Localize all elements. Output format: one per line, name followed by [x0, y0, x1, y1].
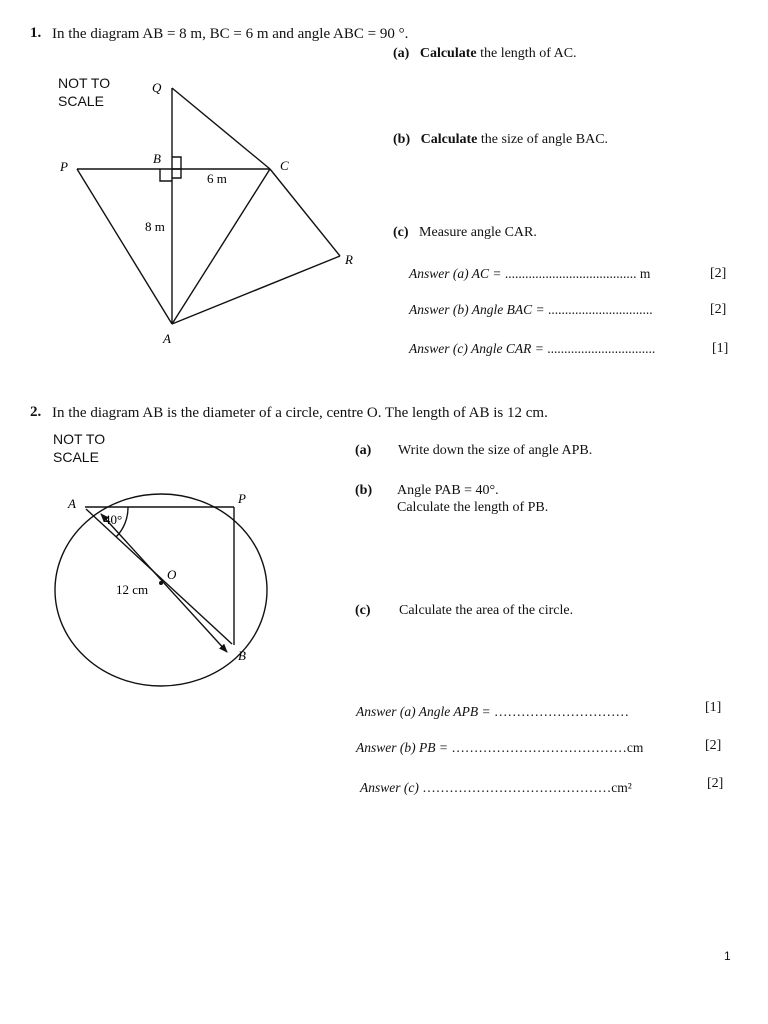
q1-note-line2: SCALE [58, 93, 104, 109]
q2-part-c [355, 603, 574, 619]
q2-part-c-text: Calculate the area of the circle. [399, 603, 574, 618]
q1-part-b-verb: Calculate [420, 132, 478, 147]
q2-part-b [355, 483, 549, 515]
q2-answer-a-label: Answer (a) Angle APB = [356, 704, 491, 719]
q1-part-a-text: the length of AC. [476, 46, 577, 61]
q2-answer-c-unit: cm² [611, 780, 632, 795]
q2-circle [55, 494, 267, 686]
q2-answer-c [360, 780, 632, 796]
q1-part-b-text: the size of angle BAC. [477, 132, 609, 147]
q1-part-b-tag: (b) [393, 132, 411, 147]
q2-label-b: B [238, 648, 246, 663]
q2-number: 2. [30, 404, 42, 420]
q1-answer-c-label: Answer (c) Angle CAR = [409, 341, 544, 356]
q1-label-p: P [60, 159, 68, 174]
q2-part-a-tag: (a) [355, 443, 372, 458]
q2-label-p: P [238, 491, 246, 506]
q2-angle-label: 40° [104, 512, 123, 527]
q1-note-line1: NOT TO [58, 75, 111, 91]
q2-stem: In the diagram AB is the diameter of a circle, centre O. The length of AB is 12 cm. [52, 405, 548, 421]
q1-answer-b-blank[interactable]: ............................... [547, 302, 653, 317]
q1-part-a-verb: Calculate [419, 46, 477, 61]
q2-answer-b-label: Answer (b) PB = [356, 740, 448, 755]
q2-note-line1: NOT TO [53, 431, 106, 447]
q2-answer-c-label: Answer (c) [360, 780, 419, 795]
q2-answer-b-blank[interactable]: ………………………………… [451, 740, 627, 755]
q2-marks-b: [2] [705, 738, 722, 753]
q2-length-ab: 12 cm [116, 582, 149, 597]
q2-marks-c: [2] [707, 776, 724, 791]
q2-answer-a-blank[interactable]: ………………………… [493, 704, 629, 719]
q2-marks-a: [1] [705, 700, 722, 715]
q1-marks-c: [1] [712, 341, 729, 356]
q1-stem: In the diagram AB = 8 m, BC = 6 m and angle ABC = 90 °. [52, 26, 409, 42]
q2-answer-b [356, 740, 643, 756]
q1-answer-c-blank[interactable]: ................................ [547, 341, 656, 356]
q2-answer-b-unit: cm [626, 740, 644, 755]
q2-note-line2: SCALE [53, 449, 99, 465]
q2-answer-a [356, 704, 629, 720]
q2-centre-o [159, 581, 163, 585]
q2-part-c-tag: (c) [355, 603, 371, 618]
q1-label-a: A [163, 331, 171, 346]
q2-part-a [355, 443, 593, 459]
q2-answer-c-blank[interactable]: …………………………………… [422, 780, 612, 795]
q1-label-b: B [153, 151, 161, 166]
q2-part-a-text: Write down the size of angle APB. [398, 443, 593, 458]
q1-answer-b-label: Answer (b) Angle BAC = [409, 302, 545, 317]
q2-label-o: O [167, 567, 177, 582]
q1-label-q: Q [152, 80, 162, 95]
q1-part-c-tag: (c) [393, 225, 409, 240]
q1-answer-a-label: Answer (a) AC = [409, 266, 502, 281]
q1-answer-a-unit: m [639, 266, 651, 281]
q1-number: 1. [30, 25, 42, 41]
q1-part-a-tag: (a) [393, 46, 410, 61]
q2-part-b-text-2: Calculate the length of PB. [397, 500, 549, 515]
q1-marks-b: [2] [710, 302, 727, 317]
q1-marks-a: [2] [710, 266, 727, 281]
q2-part-b-text: Angle PAB = 40°. [397, 483, 499, 498]
q2-part-b-tag: (b) [355, 483, 373, 498]
q1-length-bc: 6 m [207, 171, 227, 186]
q1-answer-a-blank[interactable]: ....................................... [504, 266, 637, 281]
q1-part-c-text: Measure angle CAR. [419, 225, 537, 240]
q2-label-a: A [68, 496, 76, 511]
page-number: 1 [724, 949, 731, 963]
q1-label-c: C [280, 158, 289, 173]
q1-label-r: R [345, 252, 353, 267]
q1-length-ab: 8 m [145, 219, 165, 234]
